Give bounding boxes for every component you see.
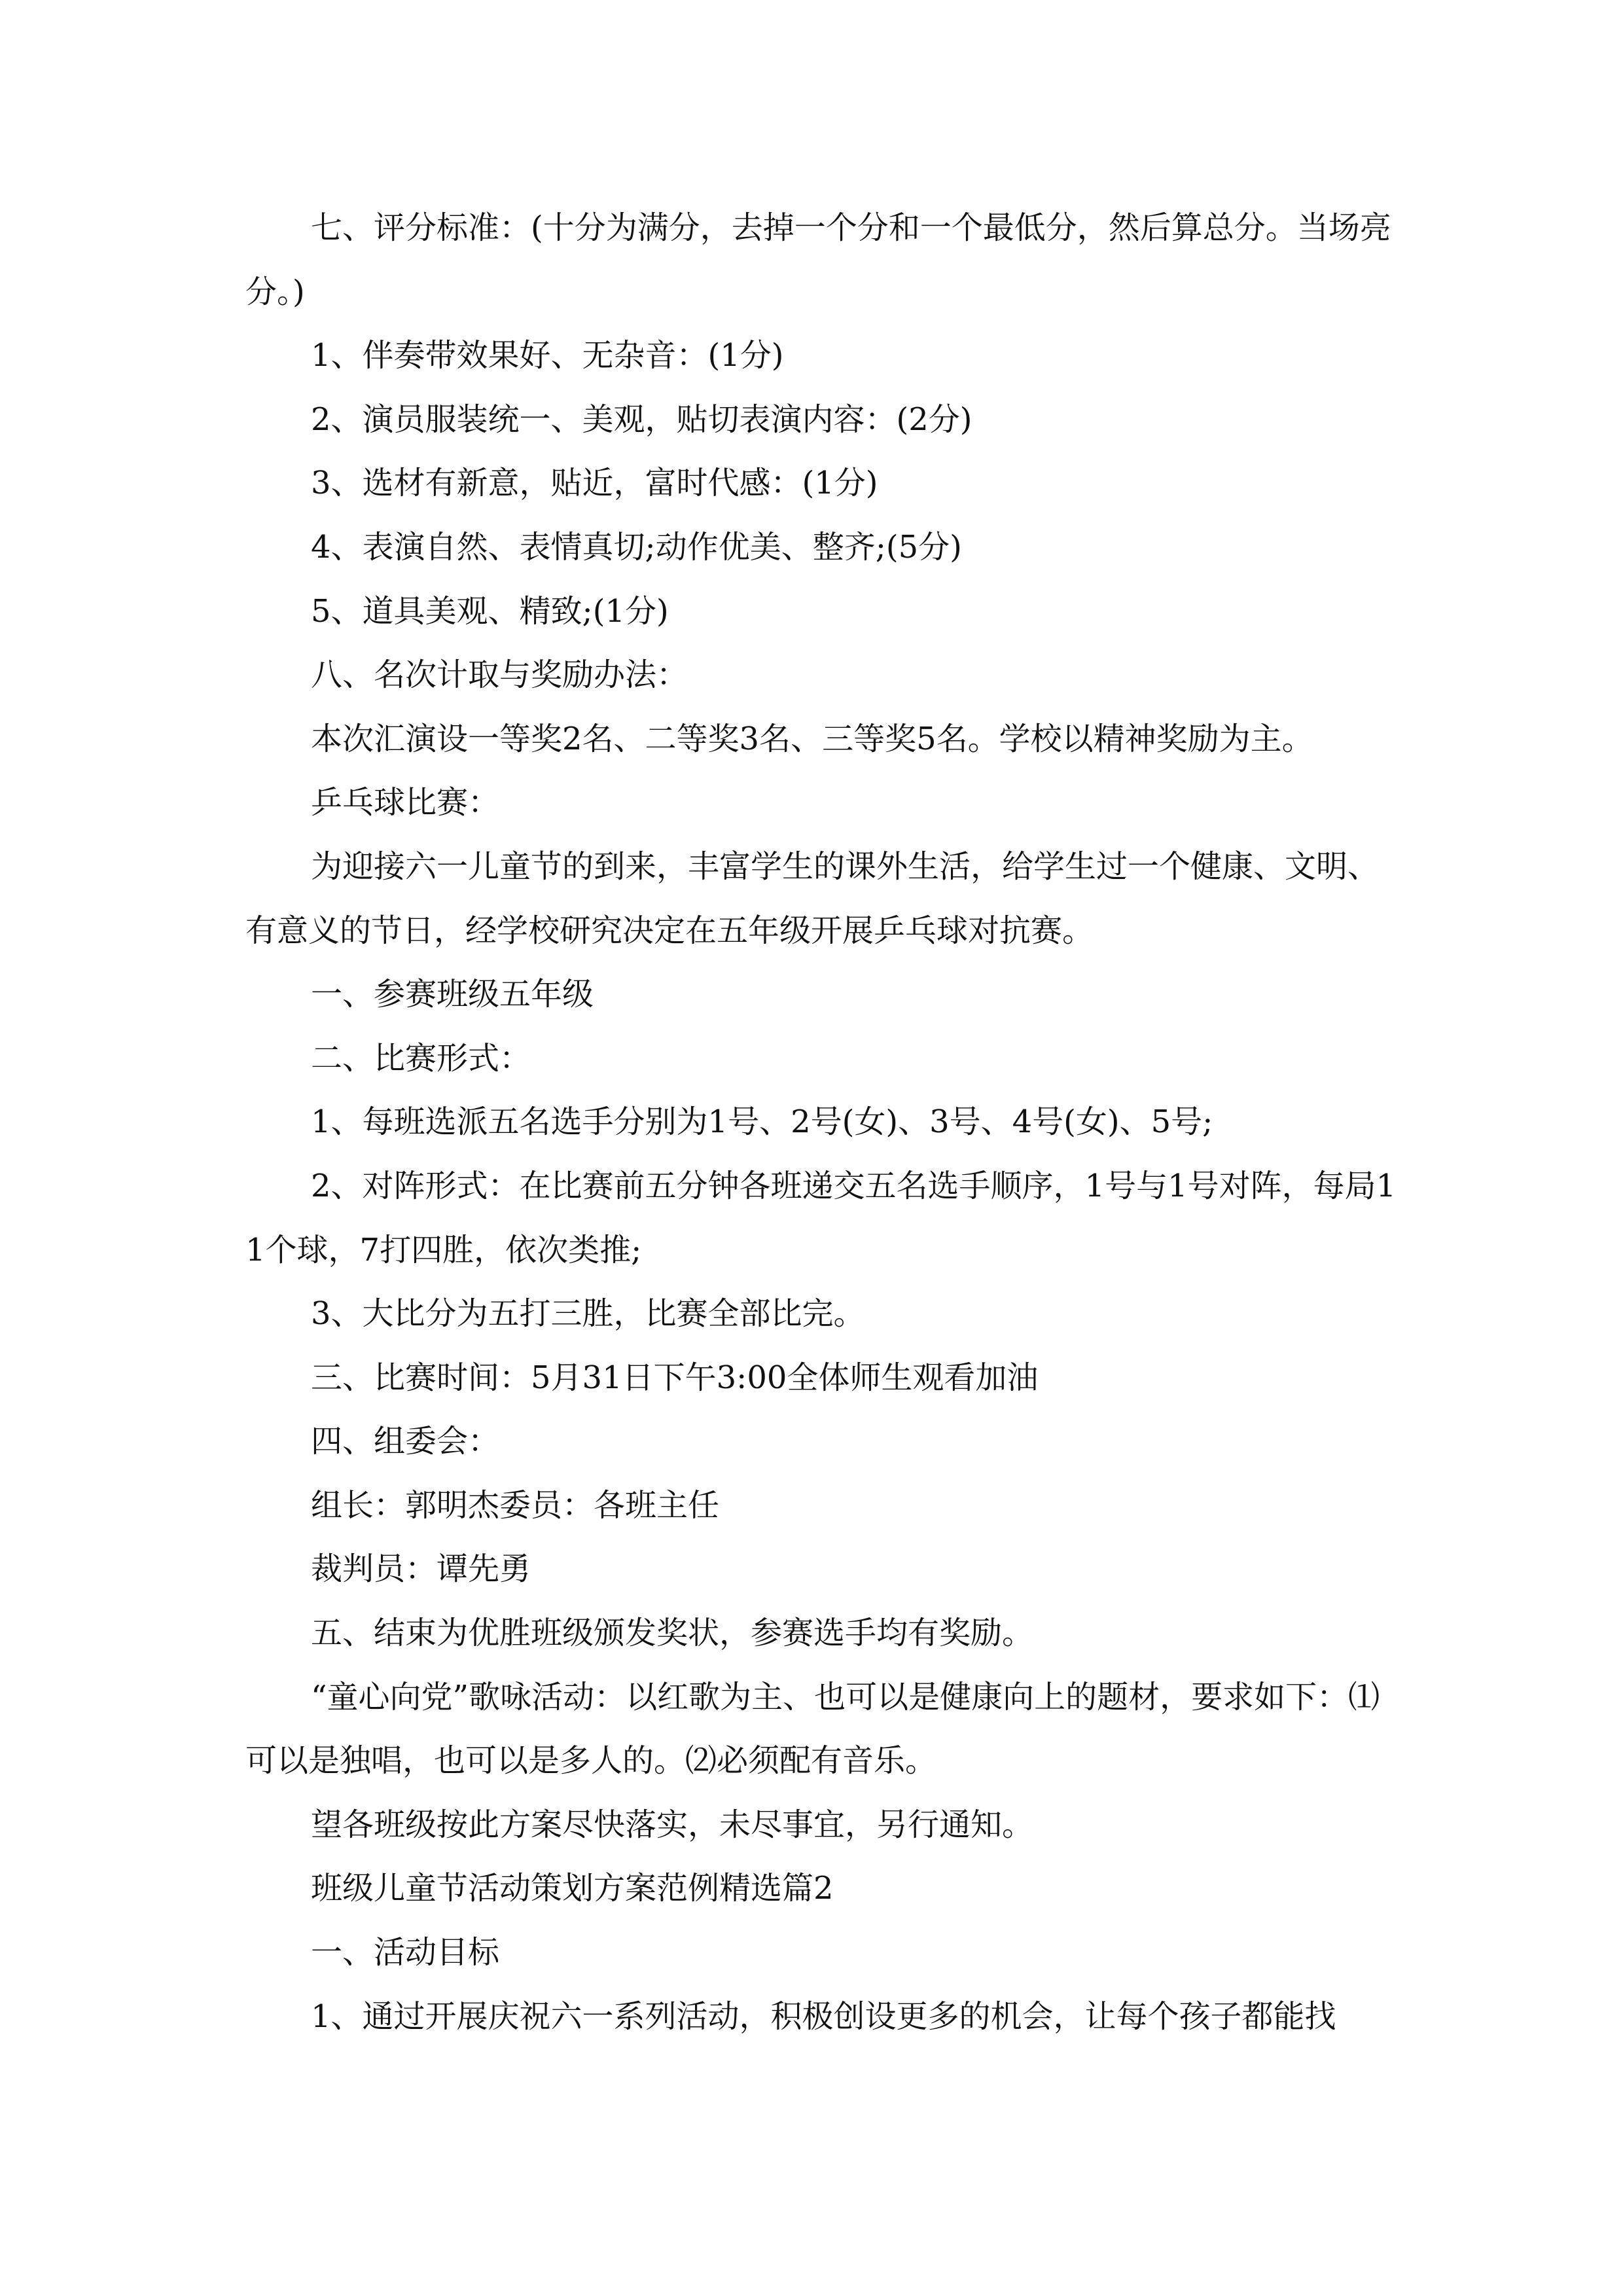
paragraph-match-time: 三、比赛时间：5月31日下午3:00全体师生观看加油 xyxy=(311,1359,1039,1396)
paragraph-ranking-awards: 八、名次计取与奖励办法： xyxy=(311,656,688,694)
paragraph-criterion-4: 4、表演自然、表情真切;动作优美、整齐;(5分) xyxy=(311,528,962,565)
paragraph-criterion-1: 1、伴奏带效果好、无杂音：(1分) xyxy=(311,337,784,374)
paragraph-committee-heading: 四、组委会： xyxy=(311,1423,500,1460)
paragraph-singing-activity: “童心向党”歌咏活动：以红歌为主、也可以是健康向上的题材，要求如下：⑴可以是独唱，也可以是多人的。⑵必须配有音乐。 xyxy=(245,1678,1380,1780)
paragraph-format-1: 1、每班选派五名选手分别为1号、2号(女)、3号、4号(女)、5号; xyxy=(311,1103,1213,1141)
paragraph-implementation-note: 望各班级按此方案尽快落实，未尽事宜，另行通知。 xyxy=(311,1806,1034,1843)
paragraph-format-heading: 二、比赛形式： xyxy=(311,1039,531,1077)
paragraph-participants: 一、参赛班级五年级 xyxy=(311,976,594,1013)
paragraph-section-title-2: 班级儿童节活动策划方案范例精选篇2 xyxy=(311,1870,834,1907)
paragraph-pingpong-intro: 为迎接六一儿童节的到来，丰富学生的课外生活，给学生过一个健康、文明、有意义的节日，经学校研究决定在五年级开展乒乓球对抗赛。 xyxy=(245,848,1380,949)
paragraph-scoring-criteria: 七、评分标准：(十分为满分，去掉一个分和一个最低分，然后算总分。当场亮分。) xyxy=(245,209,1391,310)
paragraph-format-3: 3、大比分为五打三胜，比赛全部比完。 xyxy=(311,1295,865,1333)
paragraph-award-details: 本次汇演设一等奖2名、二等奖3名、三等奖5名。学校以精神奖励为主。 xyxy=(311,720,1313,757)
paragraph-criterion-5: 5、道具美观、精致;(1分) xyxy=(311,592,669,630)
paragraph-activity-goals: 一、活动目标 xyxy=(311,1934,500,1971)
paragraph-criterion-2: 2、演员服装统一、美观，贴切表演内容：(2分) xyxy=(311,401,972,438)
paragraph-closing-awards: 五、结束为优胜班级颁发奖状，参赛选手均有奖励。 xyxy=(311,1615,1034,1652)
paragraph-pingpong-title: 乒乓球比赛： xyxy=(311,784,500,821)
paragraph-format-2: 2、对阵形式：在比赛前五分钟各班递交五名选手顺序，1号与1号对阵，每局11个球，7打四胜，依次类推; xyxy=(245,1167,1397,1268)
paragraph-committee-members: 组长：郭明杰委员：各班主任 xyxy=(311,1486,720,1524)
document-body xyxy=(245,196,1397,2049)
paragraph-goal-1: 1、通过开展庆祝六一系列活动，积极创设更多的机会，让每个孩子都能找 xyxy=(311,1998,1336,2035)
paragraph-referee: 裁判员：谭先勇 xyxy=(311,1551,531,1588)
paragraph-criterion-3: 3、选材有新意，贴近，富时代感：(1分) xyxy=(311,465,878,502)
